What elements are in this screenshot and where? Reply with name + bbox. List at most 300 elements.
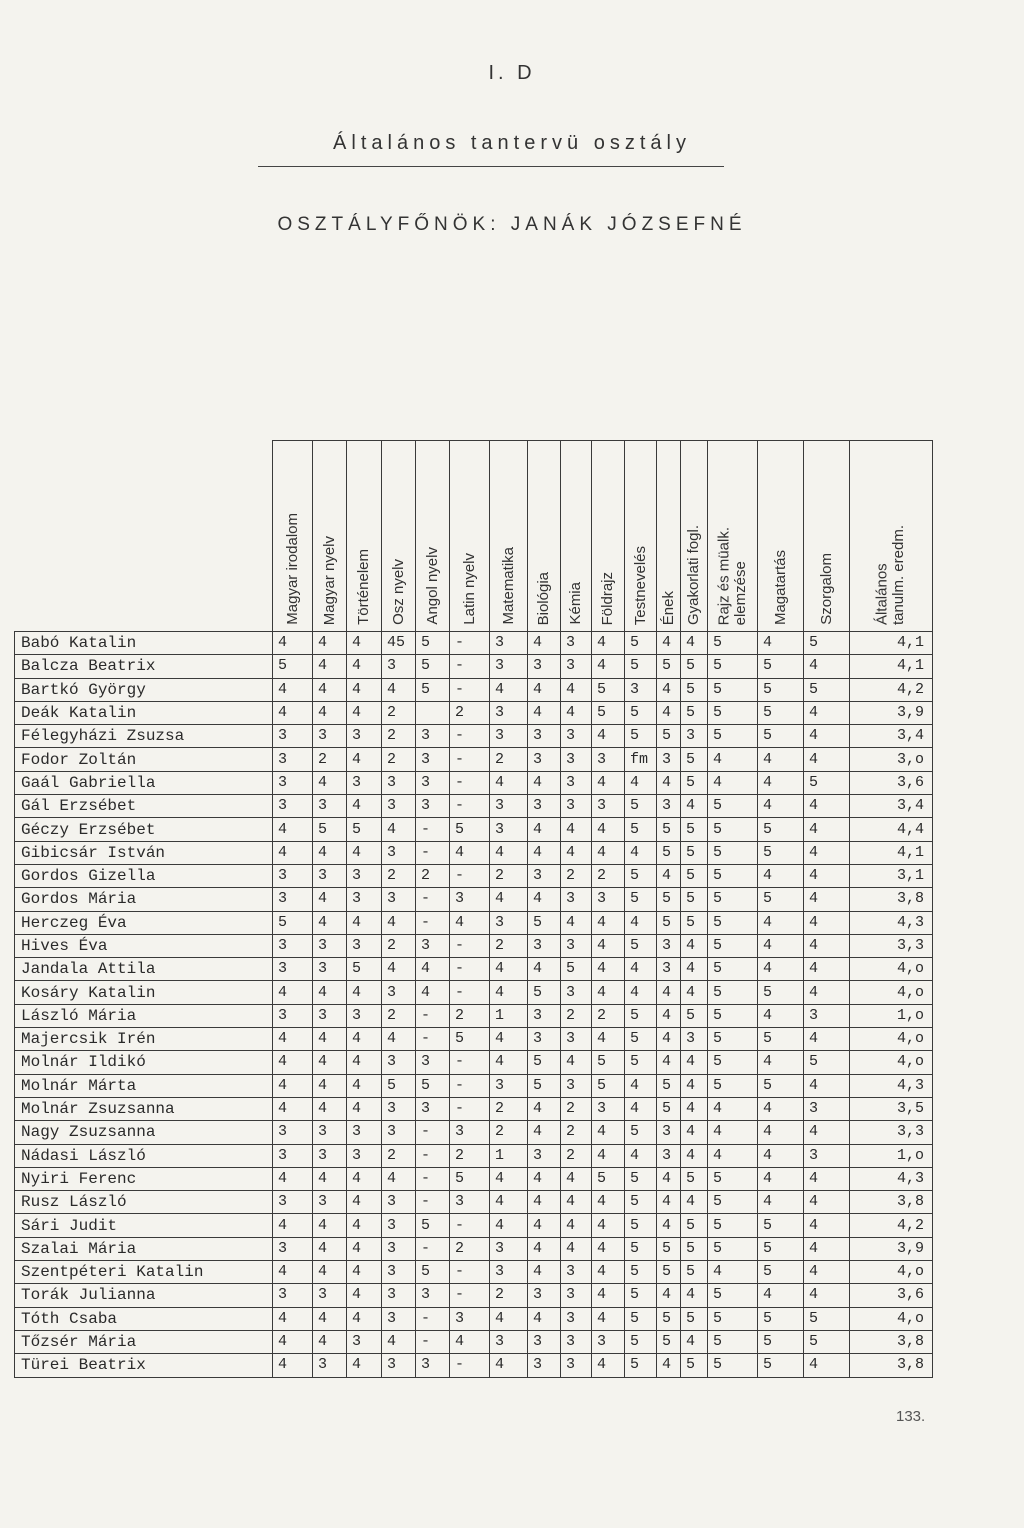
column-header <box>490 441 528 632</box>
grade-cell: 3 <box>681 1028 708 1051</box>
grade-cell: 3 <box>382 1307 416 1330</box>
grade-cell: 5 <box>681 1261 708 1284</box>
grade-cell: 3 <box>347 888 382 911</box>
grade-cell: 3 <box>625 678 657 701</box>
student-name: Balcza Beatrix <box>15 655 273 678</box>
student-name: Sári Judit <box>15 1214 273 1237</box>
column-header-label: Magyar nyelv <box>320 535 338 625</box>
grade-cell: 3 <box>273 795 313 818</box>
grade-cell: 4 <box>273 1097 313 1120</box>
grade-cell: - <box>450 1261 490 1284</box>
grade-cell: 1 <box>490 1004 528 1027</box>
grade-cell: 4 <box>313 1051 347 1074</box>
grade-cell: 5 <box>681 1167 708 1190</box>
grade-cell: - <box>416 911 450 934</box>
average-cell: 4,o <box>850 1307 933 1330</box>
grade-cell: 3 <box>416 1097 450 1120</box>
grade-cell: 4 <box>347 632 382 655</box>
grade-cell: 5 <box>804 1307 850 1330</box>
grade-cell: 4 <box>347 1167 382 1190</box>
grade-cell: 5 <box>625 795 657 818</box>
grade-cell: 4 <box>625 981 657 1004</box>
grade-cell: 4 <box>804 655 850 678</box>
grade-cell: 3 <box>313 725 347 748</box>
grade-cell: 4 <box>490 678 528 701</box>
grade-cell: 3 <box>528 1004 561 1027</box>
student-name: Bartkó György <box>15 678 273 701</box>
grade-cell: 5 <box>592 1074 625 1097</box>
grade-cell: 5 <box>681 771 708 794</box>
grade-cell: 5 <box>625 1121 657 1144</box>
grade-cell: 3 <box>273 1004 313 1027</box>
column-header-label: Matematika <box>499 547 517 625</box>
grade-cell: 2 <box>450 1144 490 1167</box>
grade-cell: 3 <box>273 1191 313 1214</box>
average-cell: 4,o <box>850 1261 933 1284</box>
grade-cell: 4 <box>528 1307 561 1330</box>
table-row <box>15 1004 933 1027</box>
student-name: Molnár Márta <box>15 1074 273 1097</box>
grade-cell: 3 <box>273 888 313 911</box>
table-row <box>15 958 933 981</box>
class-subtitle: Általános tantervü osztály <box>333 132 691 154</box>
grade-cell: 4 <box>804 934 850 957</box>
grade-cell: 4 <box>416 981 450 1004</box>
grade-cell: 5 <box>681 911 708 934</box>
grade-cell: 5 <box>708 1004 758 1027</box>
grade-cell: 5 <box>657 725 681 748</box>
grade-cell: 2 <box>561 1121 592 1144</box>
grade-cell: 3 <box>592 795 625 818</box>
grade-cell: 4 <box>758 795 804 818</box>
grade-cell: 5 <box>625 1028 657 1051</box>
table-row <box>15 725 933 748</box>
header-corner <box>15 441 273 632</box>
grade-cell: 4 <box>804 1074 850 1097</box>
grade-cell: 3 <box>528 864 561 887</box>
grade-cell: 4 <box>347 1307 382 1330</box>
table-row <box>15 1214 933 1237</box>
grade-cell: 3 <box>382 771 416 794</box>
grade-cell: 4 <box>382 1028 416 1051</box>
grade-cell: 4 <box>681 795 708 818</box>
grade-cell: 4 <box>657 1191 681 1214</box>
average-cell: 4,o <box>850 981 933 1004</box>
grade-cell: 3 <box>804 1097 850 1120</box>
student-name: Gibicsár István <box>15 841 273 864</box>
average-cell: 4,1 <box>850 632 933 655</box>
grade-cell: 5 <box>708 911 758 934</box>
grade-cell: 4 <box>708 1097 758 1120</box>
grade-cell: 4 <box>625 1144 657 1167</box>
grade-cell: - <box>450 795 490 818</box>
grade-cell: 3 <box>416 725 450 748</box>
grade-cell: 5 <box>681 678 708 701</box>
grade-cell: 5 <box>625 655 657 678</box>
grade-cell: 5 <box>681 1307 708 1330</box>
grade-cell: 4 <box>804 725 850 748</box>
grade-cell: 4 <box>561 678 592 701</box>
grades-table <box>14 440 933 1378</box>
table-row <box>15 1144 933 1167</box>
grade-cell: 5 <box>528 981 561 1004</box>
grade-cell: 5 <box>657 1307 681 1330</box>
grade-cell: 2 <box>490 1097 528 1120</box>
grade-cell: 2 <box>382 701 416 724</box>
student-name: Nyiri Ferenc <box>15 1167 273 1190</box>
grade-cell: - <box>450 958 490 981</box>
grade-cell: 5 <box>681 748 708 771</box>
column-header <box>758 441 804 632</box>
grade-cell: 4 <box>804 1214 850 1237</box>
grade-cell: 3 <box>490 1330 528 1353</box>
grade-cell: 5 <box>804 678 850 701</box>
grade-cell: 5 <box>625 1051 657 1074</box>
average-cell: 3,1 <box>850 864 933 887</box>
grade-cell: 5 <box>416 1261 450 1284</box>
grade-cell: 4 <box>273 1214 313 1237</box>
grade-cell: 3 <box>382 1284 416 1307</box>
grade-cell: 3 <box>273 1284 313 1307</box>
grade-cell: 4 <box>681 981 708 1004</box>
grade-cell: 3 <box>273 725 313 748</box>
student-name: Szalai Mária <box>15 1237 273 1260</box>
average-cell: 4,1 <box>850 655 933 678</box>
grade-cell: 5 <box>758 725 804 748</box>
grade-cell: 5 <box>681 1004 708 1027</box>
grade-cell: 3 <box>561 1354 592 1377</box>
grade-cell: 4 <box>490 981 528 1004</box>
grade-cell: 4 <box>625 1074 657 1097</box>
grade-cell: 4 <box>592 1028 625 1051</box>
student-name: Fodor Zoltán <box>15 748 273 771</box>
grade-cell: 4 <box>758 1097 804 1120</box>
grade-cell: - <box>450 934 490 957</box>
grade-cell: 5 <box>708 655 758 678</box>
grade-cell: 4 <box>313 1074 347 1097</box>
grade-cell: 4 <box>592 958 625 981</box>
grade-cell: 4 <box>313 678 347 701</box>
grade-cell: 5 <box>758 818 804 841</box>
grade-cell: 4 <box>273 1167 313 1190</box>
grade-cell: 4 <box>708 1144 758 1167</box>
grade-cell: 4 <box>681 1051 708 1074</box>
grade-cell: 4 <box>490 841 528 864</box>
grade-cell: 4 <box>804 1237 850 1260</box>
grade-cell: 5 <box>758 841 804 864</box>
grade-cell: 5 <box>657 1097 681 1120</box>
grade-cell: 4 <box>592 981 625 1004</box>
grade-cell: 4 <box>528 1261 561 1284</box>
grade-cell: 5 <box>657 818 681 841</box>
column-header <box>313 441 347 632</box>
column-header-label: Osz nyelv <box>389 559 407 625</box>
grade-cell: 3 <box>313 795 347 818</box>
grade-cell: 5 <box>708 1028 758 1051</box>
grade-cell: 4 <box>347 1214 382 1237</box>
grade-cell: 3 <box>273 934 313 957</box>
grade-cell: 5 <box>625 632 657 655</box>
grade-cell: 4 <box>804 748 850 771</box>
grade-cell: 3 <box>347 1144 382 1167</box>
grade-cell: 3 <box>347 771 382 794</box>
grade-cell: 5 <box>625 1191 657 1214</box>
grade-cell: 4 <box>592 1284 625 1307</box>
grade-cell: 5 <box>758 1028 804 1051</box>
grade-cell: 4 <box>528 678 561 701</box>
grade-cell: 5 <box>416 632 450 655</box>
grade-cell: 4 <box>625 958 657 981</box>
column-header <box>804 441 850 632</box>
average-cell: 3,9 <box>850 701 933 724</box>
grade-cell: 3 <box>382 841 416 864</box>
grade-cell: - <box>450 771 490 794</box>
grade-cell: 4 <box>313 1307 347 1330</box>
average-cell: 4,2 <box>850 678 933 701</box>
student-name: Gaál Gabriella <box>15 771 273 794</box>
grade-cell: 2 <box>450 1237 490 1260</box>
grade-cell: 4 <box>708 1261 758 1284</box>
grade-cell: 4 <box>681 1191 708 1214</box>
table-row <box>15 748 933 771</box>
grade-cell: 5 <box>708 725 758 748</box>
grade-cell: 3 <box>382 1191 416 1214</box>
grade-cell: 3 <box>347 934 382 957</box>
grade-cell: 5 <box>382 1074 416 1097</box>
grade-cell: fm <box>625 748 657 771</box>
average-cell: 3,9 <box>850 1237 933 1260</box>
grade-cell: 4 <box>347 655 382 678</box>
table-row <box>15 934 933 957</box>
grade-cell: 5 <box>804 632 850 655</box>
grade-cell: 4 <box>804 1284 850 1307</box>
grade-cell: 4 <box>657 1004 681 1027</box>
grade-cell: 4 <box>273 1051 313 1074</box>
grade-cell: - <box>450 655 490 678</box>
grade-cell: 5 <box>708 818 758 841</box>
grade-cell: 5 <box>708 632 758 655</box>
grade-cell: 4 <box>804 1191 850 1214</box>
column-header <box>625 441 657 632</box>
grade-cell: 3 <box>416 1051 450 1074</box>
grade-cell: 3 <box>561 934 592 957</box>
student-name: Félegyházi Zsuzsa <box>15 725 273 748</box>
grade-cell: 4 <box>313 1097 347 1120</box>
grade-cell: 4 <box>657 1167 681 1190</box>
column-header-label: Szorgalom <box>817 553 835 625</box>
table-row <box>15 1237 933 1260</box>
grade-cell: - <box>416 888 450 911</box>
grades-table-header <box>15 441 933 632</box>
grade-cell: 5 <box>708 864 758 887</box>
student-name: László Mária <box>15 1004 273 1027</box>
grade-cell: - <box>450 1074 490 1097</box>
grade-cell: 5 <box>681 841 708 864</box>
grade-cell: 3 <box>416 1284 450 1307</box>
grade-cell: 5 <box>758 1330 804 1353</box>
grade-cell: 3 <box>347 725 382 748</box>
grade-cell: 4 <box>592 1121 625 1144</box>
grade-cell: - <box>450 1354 490 1377</box>
grade-cell: 5 <box>592 701 625 724</box>
average-cell: 4,3 <box>850 1074 933 1097</box>
grade-cell: 3 <box>657 1121 681 1144</box>
grade-cell: 45 <box>382 632 416 655</box>
grade-cell: 5 <box>758 701 804 724</box>
grade-cell: 4 <box>561 1167 592 1190</box>
grade-cell: 5 <box>708 888 758 911</box>
grade-cell: 4 <box>273 818 313 841</box>
average-cell: 3,8 <box>850 1191 933 1214</box>
grade-cell: 4 <box>657 864 681 887</box>
grade-cell: 5 <box>625 818 657 841</box>
column-header <box>416 441 450 632</box>
grade-cell: 3 <box>561 1330 592 1353</box>
column-header <box>347 441 382 632</box>
table-row <box>15 1330 933 1353</box>
grade-cell: 5 <box>528 911 561 934</box>
grade-cell: 5 <box>681 1237 708 1260</box>
student-name: Torák Julianna <box>15 1284 273 1307</box>
column-header-label: Angol nyelv <box>423 547 441 625</box>
grade-cell: 4 <box>804 1028 850 1051</box>
grade-cell: 3 <box>382 1051 416 1074</box>
grade-cell: 3 <box>347 864 382 887</box>
grade-cell: 5 <box>681 864 708 887</box>
grade-cell: 3 <box>561 655 592 678</box>
grade-cell: 3 <box>528 725 561 748</box>
grade-cell: 4 <box>382 911 416 934</box>
table-row <box>15 841 933 864</box>
grade-cell: 4 <box>273 632 313 655</box>
grade-cell: 5 <box>708 934 758 957</box>
grade-cell: 5 <box>347 958 382 981</box>
grade-cell: 3 <box>313 1144 347 1167</box>
grade-cell: 3 <box>382 888 416 911</box>
column-header-label: Kémia <box>566 582 584 625</box>
grade-cell: 5 <box>657 1074 681 1097</box>
table-row <box>15 911 933 934</box>
student-name: Géczy Erzsébet <box>15 818 273 841</box>
grade-cell: 5 <box>450 1167 490 1190</box>
grade-cell: 3 <box>382 1097 416 1120</box>
grade-cell: 4 <box>347 1074 382 1097</box>
column-header-label: Magyar irodalom <box>283 513 301 625</box>
grade-cell: 5 <box>758 1237 804 1260</box>
grade-cell: 2 <box>490 864 528 887</box>
grade-cell: 5 <box>708 841 758 864</box>
grade-cell: 4 <box>592 725 625 748</box>
student-name: Türei Beatrix <box>15 1354 273 1377</box>
grade-cell: 4 <box>416 958 450 981</box>
grade-cell: 4 <box>592 1214 625 1237</box>
grade-cell: 4 <box>490 1167 528 1190</box>
grade-cell: - <box>416 1004 450 1027</box>
grade-cell: 4 <box>313 1330 347 1353</box>
grade-cell: 3 <box>561 725 592 748</box>
grade-cell: 4 <box>273 678 313 701</box>
average-cell: 3,4 <box>850 725 933 748</box>
grade-cell: 3 <box>313 1354 347 1377</box>
column-header-label: Testnevelés <box>631 545 649 625</box>
average-cell: 3,6 <box>850 1284 933 1307</box>
grade-cell: 5 <box>708 678 758 701</box>
grade-cell: 2 <box>561 1004 592 1027</box>
grade-cell: - <box>416 1167 450 1190</box>
grade-cell: 4 <box>382 958 416 981</box>
grade-cell: 4 <box>528 1214 561 1237</box>
grade-cell: 5 <box>708 981 758 1004</box>
grade-cell: 2 <box>592 1004 625 1027</box>
grade-cell: 5 <box>708 958 758 981</box>
grade-cell: 3 <box>528 748 561 771</box>
average-cell: 1,o <box>850 1144 933 1167</box>
grade-cell: 5 <box>625 1167 657 1190</box>
grade-cell: 4 <box>657 632 681 655</box>
average-cell: 4,1 <box>850 841 933 864</box>
grade-cell: 3 <box>313 934 347 957</box>
grade-cell: 4 <box>528 701 561 724</box>
grade-cell: 4 <box>625 771 657 794</box>
student-name: Szentpéteri Katalin <box>15 1261 273 1284</box>
grade-cell: 4 <box>681 1074 708 1097</box>
grade-cell: 4 <box>708 748 758 771</box>
grade-cell: 4 <box>347 1191 382 1214</box>
class-teacher-line: OSZTÁLYFŐNÖK: JANÁK JÓZSEFNÉ <box>277 214 747 235</box>
grade-cell: 1 <box>490 1144 528 1167</box>
grade-cell: 4 <box>450 1330 490 1353</box>
grade-cell: 4 <box>758 864 804 887</box>
grade-cell: 3 <box>382 981 416 1004</box>
table-row <box>15 795 933 818</box>
grade-cell: 3 <box>490 911 528 934</box>
grade-cell: 3 <box>561 771 592 794</box>
grade-cell: 5 <box>347 818 382 841</box>
grade-cell: 3 <box>657 934 681 957</box>
grade-cell: 3 <box>416 795 450 818</box>
grade-cell: 4 <box>313 888 347 911</box>
grade-cell: 2 <box>561 1144 592 1167</box>
grade-cell: - <box>450 1214 490 1237</box>
grade-cell: - <box>416 1121 450 1144</box>
grade-cell: 3 <box>382 655 416 678</box>
column-header <box>657 441 681 632</box>
table-row <box>15 1191 933 1214</box>
grade-cell: 3 <box>313 864 347 887</box>
grade-cell: 4 <box>561 701 592 724</box>
column-header-label: Általános tanulm. eredm. <box>873 524 907 625</box>
grade-cell: 4 <box>758 748 804 771</box>
grade-cell: 3 <box>490 1237 528 1260</box>
grade-cell: 5 <box>625 1354 657 1377</box>
grade-cell: 5 <box>758 678 804 701</box>
grade-cell: 3 <box>528 795 561 818</box>
grade-cell: 4 <box>528 1167 561 1190</box>
grade-cell: 3 <box>347 1330 382 1353</box>
grade-cell: 3 <box>657 1144 681 1167</box>
grade-cell: 4 <box>657 1354 681 1377</box>
grade-cell: 5 <box>450 1028 490 1051</box>
grade-cell: 3 <box>382 1261 416 1284</box>
grade-cell: 4 <box>592 934 625 957</box>
student-name: Babó Katalin <box>15 632 273 655</box>
grade-cell: 4 <box>347 1051 382 1074</box>
grade-cell: 3 <box>592 888 625 911</box>
grade-cell: 2 <box>490 1121 528 1144</box>
average-cell: 4,4 <box>850 818 933 841</box>
table-row <box>15 1097 933 1120</box>
grade-cell: 3 <box>592 1097 625 1120</box>
